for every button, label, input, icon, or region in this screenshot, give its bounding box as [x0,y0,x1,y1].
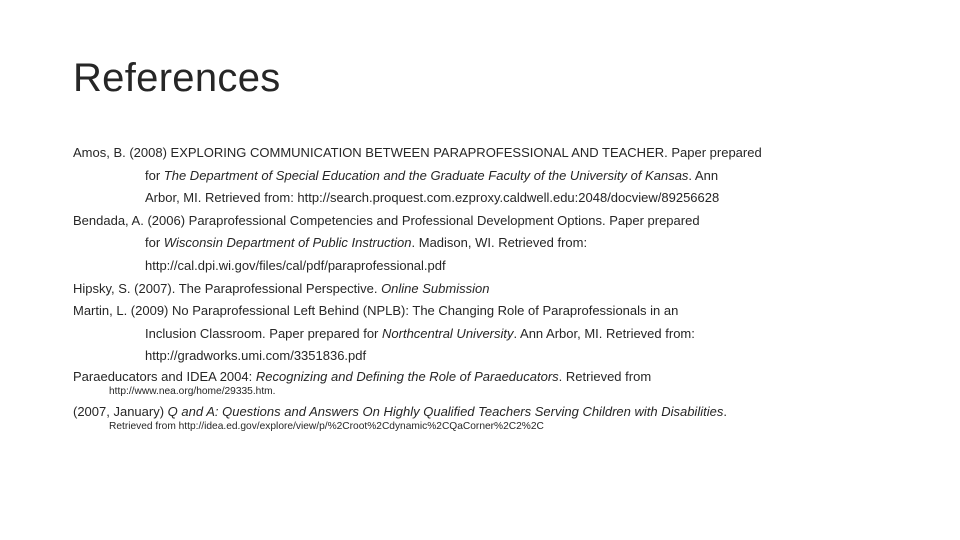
reference-line: Bendada, A. (2006) Paraprofessional Competencies and Professional Development Options. Paper prepared [73,212,700,228]
reference-link-line[interactable]: http://gradworks.umi.com/3351836.pdf [145,348,367,364]
reference-bendada [73,210,933,278]
reference-source-title: Wisconsin Department of Public Instruction [163,235,412,251]
reference-line: Martin, L. (2009) No Paraprofessional Left Behind (NPLB): The Changing Role of Paraprofessionals in an [73,303,679,319]
reference-link-line[interactable]: Retrieved from http://idea.ed.gov/explore/view/p/%2Croot%2Cdynamic%2CQaCorner%2C2%2C [109,420,544,432]
reference-paraeducators: Paraeducators and IDEA 2004: Recognizing and Defining the Role of Paraeducators. Retrieved from http://www.nea.org/home/29335.htm. [73,368,933,399]
slide-title: References [73,56,281,100]
reference-amos [73,142,933,210]
reference-source-title: Q and A: Questions and Answers On Highly Qualified Teachers Serving Children with Disabilities [167,403,724,419]
reference-link-line[interactable]: Arbor, MI. Retrieved from: http://search.proquest.com.ezproxy.caldwell.edu:2048/docview/89256628 [145,190,720,206]
reference-list [73,142,933,434]
reference-link-line[interactable]: http://www.nea.org/home/29335.htm. [109,385,276,397]
reference-source-title: The Department of Special Education and the Graduate Faculty of the University of Kansas [163,167,689,183]
reference-source-title: Northcentral University [382,325,514,341]
reference-line: for Wisconsin Department of Public Instruction. Madison, WI. Retrieved from: [145,235,588,251]
reference-hipsky: Hipsky, S. (2007). The Paraprofessional Perspective. Online Submission [73,280,490,296]
reference-line: for The Department of Special Education and the Graduate Faculty of the University of Kansas. Ann [145,167,719,183]
reference-martin [73,300,933,368]
reference-source-title: Online Submission [381,280,490,296]
reference-source-title: Recognizing and Defining the Role of Paraeducators [255,368,559,384]
reference-idea: (2007, January) Q and A: Questions and Answers On Highly Qualified Teachers Serving Children with Disabilities. Retrieved from http://idea.ed.gov/explore/view/p/%2Croot%2Cdynamic%2CQaCorner%2C2%2C [73,403,933,434]
reference-link-line[interactable]: http://cal.dpi.wi.gov/files/cal/pdf/paraprofessional.pdf [145,257,446,273]
reference-line: Amos, B. (2008) EXPLORING COMMUNICATION BETWEEN PARAPROFESSIONAL AND TEACHER. Paper prepared [73,145,762,160]
reference-line: Inclusion Classroom. Paper prepared for Northcentral University. Ann Arbor, MI. Retrieved from: [145,325,695,341]
